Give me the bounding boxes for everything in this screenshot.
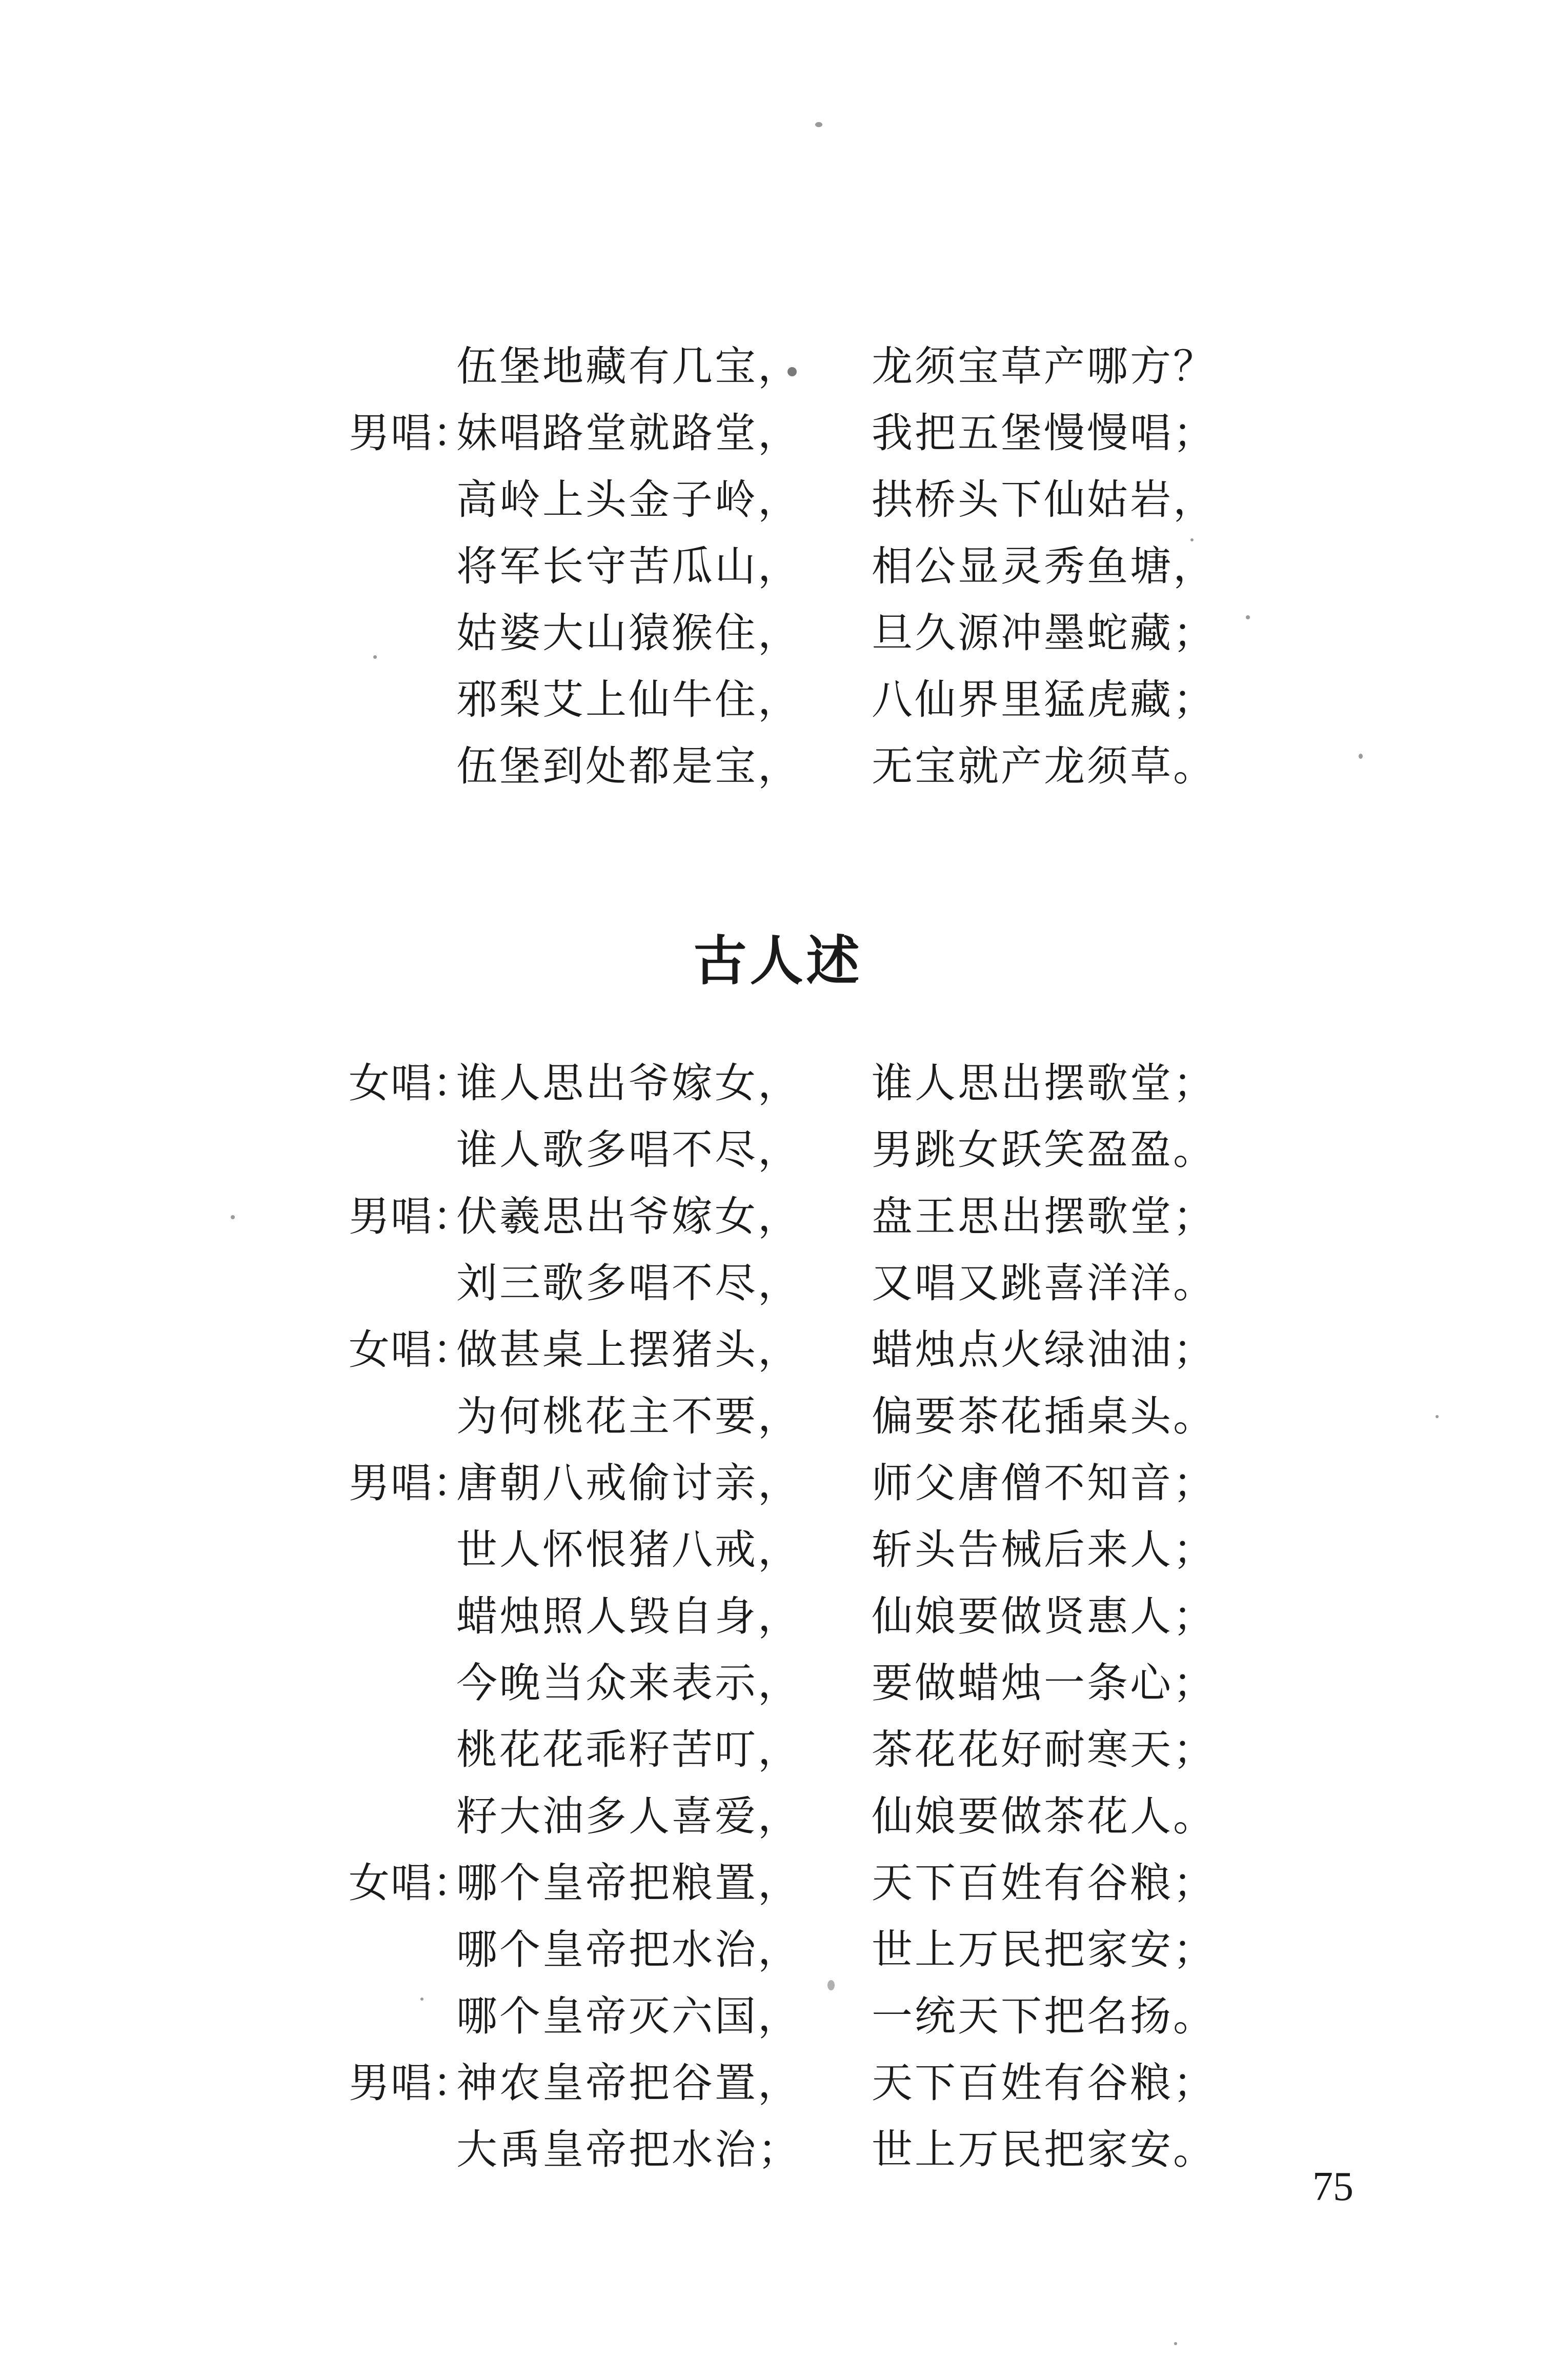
- section-title: 古人述: [693, 930, 863, 992]
- verse-line: [0, 1317, 1556, 1383]
- verse-second-half: 蜡烛点火绿油油；: [872, 1326, 1216, 1374]
- verse-second-half: 偏要茶花插桌头。: [872, 1393, 1216, 1440]
- speaker-label: 男唱：: [349, 2059, 475, 2107]
- verse-second-half: 师父唐僧不知音；: [872, 1459, 1216, 1507]
- verse-first-half: 世人怀恨猪八戒，: [456, 1526, 801, 1574]
- verse-second-half: 仙娘要做茶花人。: [872, 1792, 1216, 1840]
- verse-line: [0, 1450, 1556, 1517]
- verse-line: [0, 2050, 1556, 2116]
- verse-second-half: 拱桥头下仙姑岩，: [872, 476, 1216, 523]
- verse-second-half: 我把五堡慢慢唱；: [872, 409, 1216, 457]
- verse-first-half: 谁人思出爷嫁女，: [456, 1059, 801, 1107]
- verse-line: [0, 1850, 1556, 1917]
- verse-line: [0, 1650, 1556, 1717]
- verse-first-half: 桃花花乖籽苦叮，: [456, 1726, 801, 1773]
- verse-second-half: 龙须宝草产哪方？: [872, 342, 1216, 390]
- verse-line: [0, 1117, 1556, 1183]
- verse-first-half: 姑婆大山猿猴住，: [456, 609, 801, 657]
- verse-line: [0, 533, 1556, 600]
- verse-second-half: 茶花花好耐寒天；: [872, 1726, 1216, 1773]
- verse-second-half: 一统天下把名扬。: [872, 1992, 1216, 2040]
- verse-first-half: 唐朝八戒偷讨亲，: [456, 1459, 801, 1507]
- verse-line: [0, 667, 1556, 733]
- verse-second-half: 八仙界里猛虎藏；: [872, 676, 1216, 723]
- verse-second-half: 相公显灵秀鱼塘，: [872, 542, 1216, 590]
- verse-line: [0, 1050, 1556, 1117]
- verse-first-half: 将军长守苦瓜山，: [456, 542, 801, 590]
- verse-first-half: 刘三歌多唱不尽，: [456, 1259, 801, 1307]
- verse-second-half: 无宝就产龙须草。: [872, 742, 1216, 790]
- verse-second-half: 男跳女跃笑盈盈。: [872, 1126, 1216, 1174]
- verse-first-half: 神农皇帝把谷置，: [456, 2059, 801, 2107]
- verse-second-half: 仙娘要做贤惠人；: [872, 1592, 1216, 1640]
- verse-second-half: 天下百姓有谷粮；: [872, 1859, 1216, 1907]
- verse-line: [0, 1250, 1556, 1317]
- speaker-label: 男唱：: [349, 1459, 475, 1507]
- verse-second-half: 旦久源冲墨蛇藏；: [872, 609, 1216, 657]
- verse-line: [0, 1983, 1556, 2050]
- verse-second-half: 世上万民把家安。: [872, 2126, 1216, 2173]
- verse-block-1: [0, 333, 1556, 800]
- verse-first-half: 哪个皇帝把水治，: [456, 1926, 801, 1973]
- verse-line: [0, 400, 1556, 467]
- scan-speck: [1174, 2342, 1177, 2345]
- verse-first-half: 哪个皇帝灭六国，: [456, 1992, 801, 2040]
- verse-second-half: 谁人思出摆歌堂；: [872, 1059, 1216, 1107]
- verse-block-2: [0, 1050, 1556, 2183]
- speaker-label: 女唱：: [349, 1859, 475, 1907]
- verse-line: [0, 467, 1556, 533]
- verse-first-half: 大禹皇帝把水治；: [456, 2126, 801, 2173]
- speaker-label: 男唱：: [349, 1193, 475, 1240]
- verse-second-half: 斩头告械后来人；: [872, 1526, 1216, 1574]
- verse-first-half: 谁人歌多唱不尽，: [456, 1126, 801, 1174]
- speaker-label: 男唱：: [349, 409, 475, 457]
- verse-line: [0, 1717, 1556, 1783]
- verse-first-half: 伍堡地藏有几宝，: [456, 342, 801, 390]
- verse-second-half: 盘王思出摆歌堂；: [872, 1193, 1216, 1240]
- page-number: 75: [1312, 2164, 1353, 2209]
- verse-second-half: 世上万民把家安；: [872, 1926, 1216, 1973]
- verse-line: [0, 333, 1556, 400]
- verse-line: [0, 1383, 1556, 1450]
- speaker-label: 女唱：: [349, 1059, 475, 1107]
- verse-first-half: 伍堡到处都是宝，: [456, 742, 801, 790]
- verse-first-half: 高岭上头金子岭，: [456, 476, 801, 523]
- verse-second-half: 要做蜡烛一条心；: [872, 1659, 1216, 1707]
- verse-first-half: 伏羲思出爷嫁女，: [456, 1193, 801, 1240]
- verse-first-half: 做甚桌上摆猪头，: [456, 1326, 801, 1374]
- speaker-label: 女唱：: [349, 1326, 475, 1374]
- verse-line: [0, 1517, 1556, 1583]
- verse-first-half: 蜡烛照人毁自身，: [456, 1592, 801, 1640]
- verse-line: [0, 1917, 1556, 1983]
- verse-first-half: 籽大油多人喜爱，: [456, 1792, 801, 1840]
- verse-first-half: 邪梨艾上仙牛住，: [456, 676, 801, 723]
- verse-first-half: 为何桃花主不要，: [456, 1393, 801, 1440]
- verse-line: [0, 600, 1556, 667]
- verse-second-half: 又唱又跳喜洋洋。: [872, 1259, 1216, 1307]
- verse-line: [0, 733, 1556, 800]
- verse-second-half: 天下百姓有谷粮；: [872, 2059, 1216, 2107]
- verse-first-half: 哪个皇帝把粮置，: [456, 1859, 801, 1907]
- verse-first-half: 今晚当众来表示，: [456, 1659, 801, 1707]
- verse-line: [0, 1183, 1556, 1250]
- verse-first-half: 妹唱路堂就路堂，: [456, 409, 801, 457]
- verse-line: [0, 1583, 1556, 1650]
- verse-line: [0, 1783, 1556, 1850]
- scan-speck: [815, 122, 822, 127]
